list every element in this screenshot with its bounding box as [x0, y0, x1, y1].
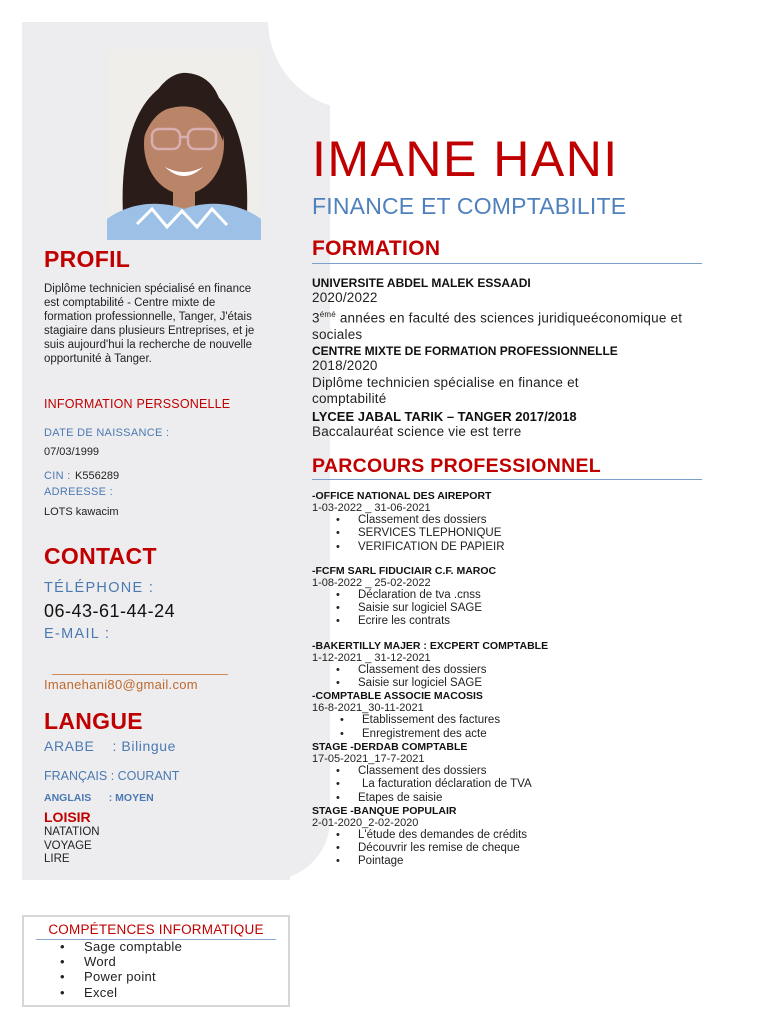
loisir-item: VOYAGE — [44, 839, 92, 852]
job-date: 1-12-2021 _ 31-12-2021 — [312, 651, 431, 664]
language-name: FRANÇAIS — [44, 769, 108, 783]
job-title: -FCFM SARL FIDUCIAIR C.F. MAROC — [312, 564, 497, 577]
language-name: ANGLAIS — [44, 792, 92, 804]
formation-list — [312, 276, 732, 440]
job-title: STAGE -DERDAB COMPTABLE — [312, 740, 468, 753]
job-date: 1-08-2022 _ 25-02-2022 — [312, 576, 431, 589]
job-task: • Saisie sur logiciel SAGE — [312, 677, 732, 690]
formation-desc: Baccalauréat science vie est terre — [312, 423, 522, 439]
job-tasks — [312, 714, 732, 741]
candidate-subtitle: FINANCE ET COMPTABILITE — [312, 193, 627, 219]
competences-list — [24, 939, 182, 1000]
formation-title: FORMATION — [312, 237, 441, 260]
job-task: • Ecrire les contrats — [312, 615, 732, 628]
job-title: STAGE -BANQUE POPULAIR — [312, 804, 457, 817]
language-row-anglais — [44, 792, 274, 804]
job-task: • Pointage — [312, 855, 732, 868]
cin-value: K556289 — [75, 470, 120, 482]
job-tasks — [312, 664, 732, 691]
parcours-title: PARCOURS PROFESSIONNEL — [312, 455, 602, 477]
job-task: • Saisie sur logiciel SAGE — [312, 602, 732, 615]
loisir-list — [44, 826, 274, 867]
email-underline — [52, 674, 228, 675]
language-row-francais — [44, 769, 274, 783]
job-list — [312, 490, 732, 869]
formation-years: 2020/2022 — [312, 290, 378, 305]
formation-desc: Diplôme technicien spécialise en finance et comptabilité — [312, 374, 579, 406]
language-name: ARABE — [44, 738, 95, 754]
loisir-item: NATATION — [44, 826, 100, 838]
language-row-arabe — [44, 738, 274, 754]
job-entry — [312, 741, 732, 805]
job-date: 17-05-2021_17-7-2021 — [312, 752, 425, 765]
loisir-item: LIRE — [44, 853, 70, 865]
email-link[interactable]: Imanehani80@gmail.com — [44, 677, 198, 692]
language-level: : MOYEN — [108, 792, 154, 804]
language-level: : Bilingue — [112, 738, 177, 754]
job-tasks — [312, 765, 732, 805]
competence-item: • Sage comptable — [24, 939, 182, 954]
job-task: • Enregistrement des acte — [316, 728, 732, 741]
sidebar-top-strip — [22, 0, 282, 22]
job-title: -COMPTABLE ASSOCIE MACOSIS — [312, 690, 483, 703]
cin-row — [44, 466, 274, 484]
job-tasks — [312, 829, 732, 869]
address-label: ADREESSE : — [44, 486, 114, 498]
job-entry — [312, 490, 732, 554]
formation-school: CENTRE MIXTE DE FORMATION PROFESSIONNELLE — [312, 344, 618, 358]
formation-rule — [312, 263, 702, 264]
parcours-rule — [312, 479, 702, 480]
job-task: • VERIFICATION DE PAPIEIR — [312, 541, 732, 554]
job-tasks — [312, 514, 732, 554]
candidate-name: IMANE HANI — [312, 131, 619, 187]
job-task: • Classement des dossiers — [312, 765, 732, 778]
competence-item: • Excel — [24, 985, 182, 1000]
job-date: 16-8-2021_30-11-2021 — [312, 702, 424, 715]
competence-item: • Power point — [24, 969, 182, 984]
job-date: 1-03-2022 _ 31-06-2021 — [312, 502, 431, 514]
job-entry — [312, 640, 732, 691]
email-label: E-MAIL : — [44, 626, 111, 642]
formation-school: LYCEE JABAL TARIK – TANGER 2017/2018 — [312, 408, 577, 424]
job-task: • Etablissement des factures — [316, 714, 732, 727]
job-task: • Classement des dossiers — [312, 514, 732, 527]
job-entry — [312, 805, 732, 869]
job-task: • Etapes de saisie — [312, 792, 732, 805]
job-date: 2-01-2020_2-02-2020 — [312, 816, 419, 829]
dob-label: DATE DE NAISSANCE : — [44, 427, 170, 439]
phone-label: TÉLÉPHONE : — [44, 580, 155, 596]
job-tasks — [312, 589, 732, 629]
profil-title: PROFIL — [44, 246, 131, 272]
contact-title: CONTACT — [44, 543, 157, 569]
job-task: • SERVICES TLEPHONIQUE — [312, 527, 732, 540]
langue-title: LANGUE — [44, 708, 143, 734]
phone-value: 06-43-61-44-24 — [44, 601, 176, 621]
job-entry — [312, 690, 732, 741]
formation-desc: $3^{émé}$ années en faculté des sciences juridiqueéconomique et sociales — [312, 309, 683, 342]
loisir-title: LOISIR — [44, 809, 91, 825]
job-task: • Découvrir les remise de cheque — [312, 842, 732, 855]
info-personnelle-title: INFORMATION PERSSONELLE — [44, 397, 231, 411]
cin-label: CIN : — [44, 470, 71, 482]
dob-value: 07/03/1999 — [44, 446, 100, 458]
competence-item: • Word — [24, 954, 182, 969]
competences-title: COMPÉTENCES INFORMATIQUE — [48, 922, 264, 937]
formation-school: UNIVERSITE ABDEL MALEK ESSAADI — [312, 276, 531, 290]
job-task: • Déclaration de tva .cnss — [312, 589, 732, 602]
language-level: : COURANT — [110, 769, 180, 783]
job-title: -BAKERTILLY MAJER : EXCPERT COMPTABLE — [312, 639, 549, 652]
formation-years: 2018/2020 — [312, 358, 378, 373]
job-task: • La facturation déclaration de TVA — [312, 778, 732, 791]
job-task: • L'étude des demandes de crédits — [312, 829, 732, 842]
job-task: • Classement des dossiers — [312, 664, 732, 677]
competences-box — [22, 915, 290, 1007]
address-value: LOTS kawacim — [44, 506, 119, 518]
job-entry — [312, 565, 732, 629]
job-title: -OFFICE NATIONAL DES AIREPORT — [312, 490, 492, 502]
profile-photo — [107, 49, 261, 240]
profil-text: Diplôme technicien spécialisé en finance est comptabilité - Centre mixte de formation professionnelle, Tanger, J'étais stagiaire dans plusieurs Entreprises, et je suis aujourd'hui la recherche de nouvelle opportunité à Tanger. — [44, 283, 255, 365]
